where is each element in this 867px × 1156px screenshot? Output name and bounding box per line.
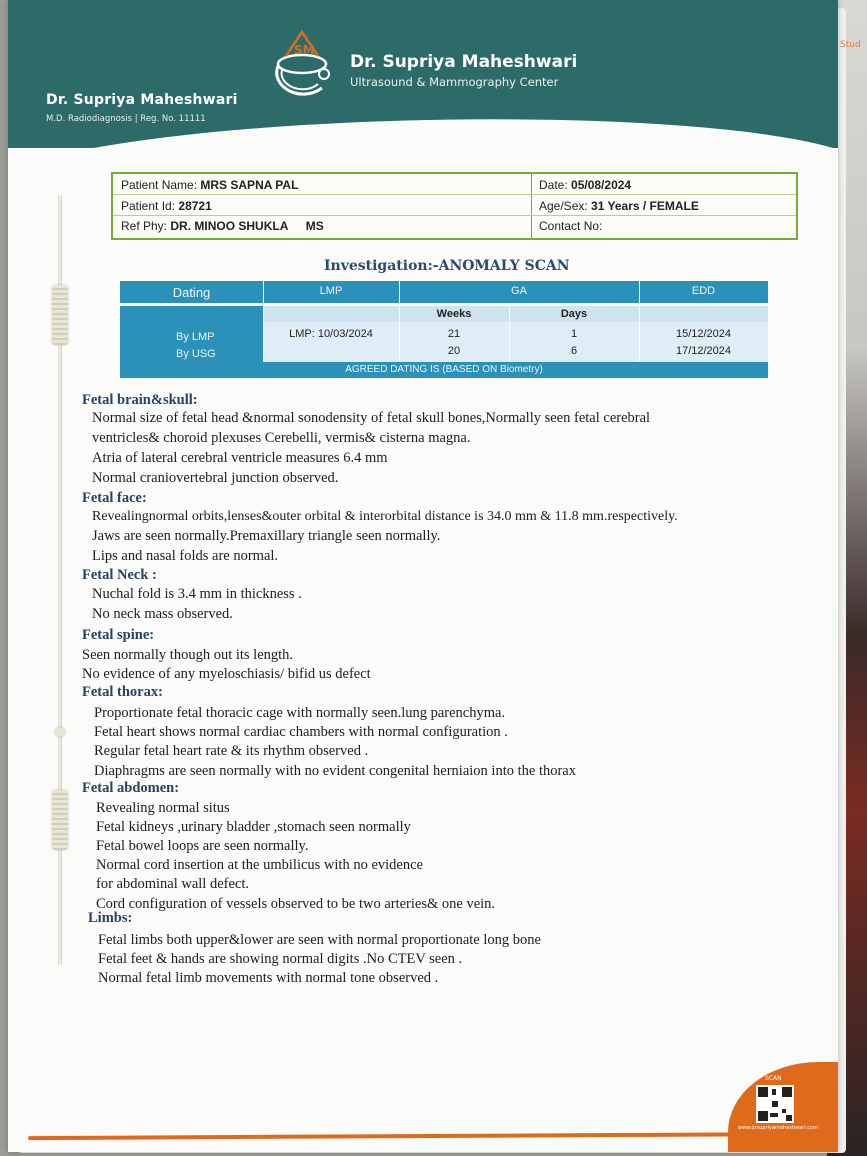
row-lmp-weeks: 21 [447, 328, 461, 340]
dating-header-lmp: LMP [319, 285, 343, 297]
section-title: Fetal thorax: [82, 684, 163, 700]
row-usg-edd: 17/12/2024 [675, 345, 732, 357]
agesex-label: Age/Sex: [539, 199, 588, 213]
finding-line: Fetal bowel loops are seen normally. [96, 838, 309, 854]
dating-table [120, 281, 768, 378]
dating-subheader-days: Days [560, 308, 588, 320]
finding-line: Lips and nasal folds are normal. [92, 548, 279, 564]
finding-line: Fetal feet & hands are showing normal digits .No CTEV seen . [98, 951, 463, 967]
qr-code-icon [756, 1085, 794, 1123]
report-page [8, 0, 838, 1152]
finding-line: No neck mass observed. [92, 606, 233, 622]
finding-line: Seen normally though out its length. [82, 647, 294, 663]
patient-name: MRS SAPNA PAL [200, 178, 299, 192]
investigation-title: Investigation:-ANOMALY SCAN [324, 258, 570, 274]
doctor-name: Dr. Supriya Maheshwari [46, 92, 238, 108]
finding-line: Diaphragms are seen normally with no evident congenital herniaion into the thorax [94, 763, 576, 779]
footer-band [8, 1128, 838, 1152]
finding-line: Normal fetal limb movements with normal tone observed . [98, 970, 439, 986]
date-row [539, 178, 631, 192]
dating-header-dating: Dating [172, 285, 211, 300]
finding-line: Cord configuration of vessels observed to be two arteries& one vein. [96, 896, 496, 912]
agesex: 31 Years / FEMALE [591, 199, 699, 213]
contact-label: Contact No: [539, 219, 603, 233]
finding-line: Nuchal fold is 3.4 mm in thickness . [92, 586, 302, 602]
finding-line: Fetal heart shows normal cardiac chambers with normal configuration . [94, 724, 508, 740]
patient-info-box [111, 172, 798, 240]
section-title: Fetal Neck : [82, 567, 157, 583]
ref-phy-suffix: MS [305, 219, 324, 233]
edge-text: Stud [840, 40, 861, 50]
finding-line: for abdominal wall defect. [96, 876, 249, 892]
patient-name-row [121, 178, 298, 192]
finding-line: Atria of lateral cerebral ventricle measures 6.4 mm [92, 450, 388, 466]
agesex-row [539, 199, 699, 213]
row-usg-days: 6 [570, 345, 578, 357]
row-usg-weeks: 20 [447, 345, 461, 357]
finding-line: Fetal kidneys ,urinary bladder ,stomach seen normally [96, 819, 411, 835]
ref-phy-row [121, 219, 324, 233]
finding-line: Proportionate fetal thoracic cage with normally seen.lung parenchyma. [94, 705, 506, 721]
clinic-logo-icon [260, 26, 344, 110]
dating-header-edd: EDD [691, 285, 716, 297]
finding-line: ventricles& choroid plexuses Cerebelli, vermis& cisterna magna. [92, 430, 471, 446]
finding-line: Jaws are seen normally.Premaxillary triangle seen normally. [92, 528, 441, 544]
contact-row [539, 219, 602, 233]
finding-line: Normal cord insertion at the umbilicus with no evidence [96, 857, 423, 873]
finding-line: Revealing normal situs [96, 800, 230, 816]
website-label: www.drsupriyamaheshwari.com [738, 1125, 818, 1131]
section-title: Fetal spine: [82, 627, 155, 643]
finding-line: No evidence of any myeloschiasis/ bifid us defect [82, 666, 371, 682]
ref-phy: DR. MINOO SHUKLA [170, 219, 289, 233]
finding-line: Revealingnormal orbits,lenses&outer orbital & interorbital distance is 34.0 mm & 11.8 mm.respectively. [92, 509, 678, 524]
scan-label: SCAN [765, 1075, 782, 1082]
finding-line: Regular fetal heart rate & its rhythm observed . [94, 743, 369, 759]
row-lmp-days: 1 [570, 328, 578, 340]
row-lmp-date: LMP: 10/03/2024 [289, 328, 373, 340]
row-lmp-edd: 15/12/2024 [675, 328, 732, 340]
patient-id-row [121, 199, 212, 213]
finding-line: Normal craniovertebral junction observed. [92, 470, 339, 486]
section-title: Fetal brain&skull: [82, 392, 198, 408]
letterhead [8, 0, 838, 148]
row-label-lmp: By LMP [176, 331, 215, 343]
dating-subheader-weeks: Weeks [436, 308, 472, 320]
doctor-qualification: M.D. Radiodiagnosis | Reg. No. 11111 [46, 114, 206, 124]
logo-text: SM [294, 43, 315, 57]
row-label-usg: By USG [176, 348, 216, 360]
agreed-dating: AGREED DATING IS (BASED ON Biometry) [120, 362, 768, 378]
file-fastener [52, 195, 68, 965]
patient-id-label: Patient Id: [121, 199, 176, 213]
section-title: Fetal face: [82, 490, 147, 506]
finding-line: Normal size of fetal head &normal sonodensity of fetal skull bones,Normally seen fetal cerebral [92, 410, 651, 426]
section-title: Fetal abdomen: [82, 780, 180, 796]
center-name: Dr. Supriya Maheshwari [350, 52, 578, 72]
report-date: 05/08/2024 [571, 178, 632, 192]
ref-phy-label: Ref Phy: [121, 219, 168, 233]
patient-id: 28721 [178, 199, 212, 213]
dating-header-ga: GA [511, 285, 527, 297]
center-subtitle: Ultrasound & Mammography Center [350, 75, 559, 89]
date-label: Date: [539, 178, 568, 192]
finding-line: Fetal limbs both upper&lower are seen with normal proportionate long bone [98, 932, 541, 948]
patient-name-label: Patient Name: [121, 178, 198, 192]
section-title: Limbs: [88, 910, 133, 926]
